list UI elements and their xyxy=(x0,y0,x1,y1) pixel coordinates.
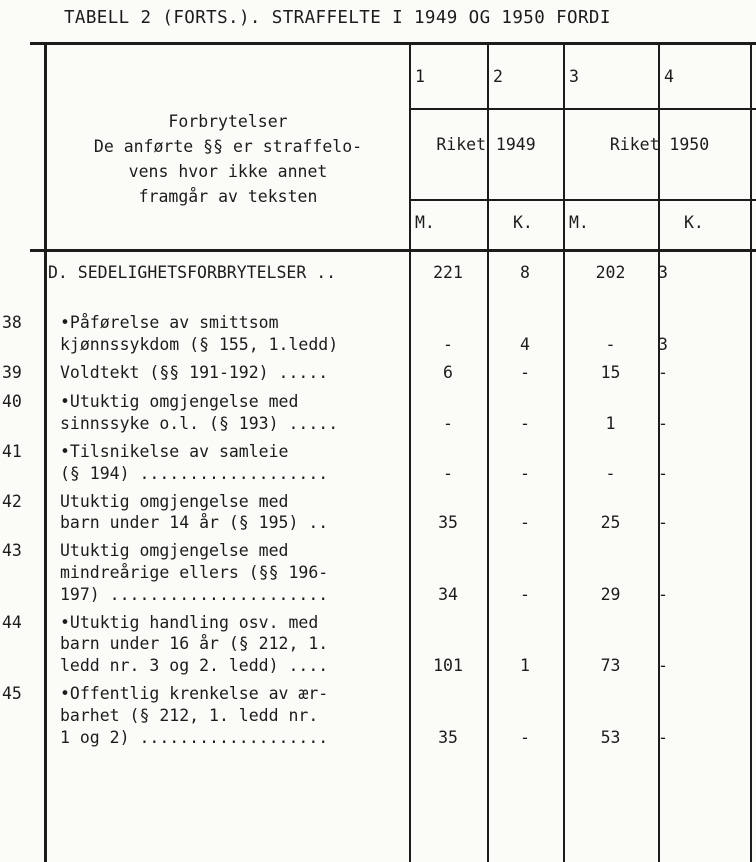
row-value: - xyxy=(658,584,668,604)
row-number: 40 xyxy=(2,392,22,412)
right-edge-rule xyxy=(750,42,752,862)
row-label-line: barn under 16 år (§ 212, 1. xyxy=(60,634,329,654)
row-label-line: barn under 14 år (§ 195) .. xyxy=(60,513,329,533)
row-value: 34 xyxy=(438,584,458,604)
row-number: 41 xyxy=(2,442,22,461)
row-value: 1 xyxy=(520,656,530,676)
row-number: 43 xyxy=(2,541,22,561)
row-label-line: •Utuktig handling osv. med xyxy=(60,612,319,632)
row-label-line: Utuktig omgjengelse med xyxy=(60,541,289,561)
row-value: 15 xyxy=(600,362,621,382)
row-value: 73 xyxy=(600,656,621,676)
group-label-1950: Riket 1950 xyxy=(609,135,710,154)
row-value: 29 xyxy=(600,584,621,604)
row-value: 25 xyxy=(600,513,621,533)
row-value: 1 xyxy=(605,414,616,434)
crime-header-line: De anførte §§ er straffelo- xyxy=(93,137,363,156)
col-number-rule xyxy=(409,108,756,110)
row-value: - xyxy=(658,513,668,533)
section-value: 8 xyxy=(520,263,530,282)
row-label-line: •Offentlig krenkelse av ær- xyxy=(60,684,329,703)
row-value: 35 xyxy=(438,727,458,747)
row-value: - xyxy=(443,463,453,483)
sex-row-rule xyxy=(409,199,756,201)
top-rule xyxy=(30,42,756,45)
row-label-line: ledd nr. 3 og 2. ledd) .... xyxy=(60,656,329,676)
row-label-line: mindreårige ellers (§§ 196- xyxy=(60,563,329,582)
row-value: 6 xyxy=(443,362,453,382)
row-label-line: sinnssyke o.l. (§ 193) ..... xyxy=(60,414,339,434)
row-number: 42 xyxy=(2,491,22,511)
table-title: TABELL 2 (FORTS.). STRAFFELTE I 1949 OG 1950 FORDI xyxy=(64,8,611,28)
label-column-left-rule xyxy=(44,42,47,862)
row-value: 3 xyxy=(658,334,668,354)
column-number: 3 xyxy=(569,67,579,86)
row-label-line: Utuktig omgjengelse med xyxy=(60,491,289,511)
row-value: - xyxy=(605,463,616,483)
row-label-line: •Utuktig omgjengelse med xyxy=(60,392,299,412)
row-value: 35 xyxy=(438,513,458,533)
row-label-line: barhet (§ 212, 1. ledd nr. xyxy=(60,705,319,725)
row-value: - xyxy=(520,414,530,434)
column-number: 2 xyxy=(493,67,503,86)
row-label-line: 197) ...................... xyxy=(60,584,329,604)
row-value: - xyxy=(658,463,668,483)
crime-header-line: Forbrytelser xyxy=(168,112,288,131)
header-bottom-rule xyxy=(30,249,756,252)
column-number: 4 xyxy=(664,67,674,86)
sex-label: M. xyxy=(569,213,589,232)
row-value: - xyxy=(520,727,530,747)
row-number: 44 xyxy=(2,612,22,632)
row-number: 39 xyxy=(2,362,22,382)
row-value: 4 xyxy=(520,334,530,354)
row-value: - xyxy=(658,727,668,747)
row-value: - xyxy=(520,584,530,604)
section-value: 202 xyxy=(595,263,626,282)
sex-label: K. xyxy=(513,213,533,232)
row-value: - xyxy=(520,362,530,382)
row-label-line: kjønnssykdom (§ 155, 1.ledd) xyxy=(60,334,339,354)
row-value: - xyxy=(520,513,530,533)
row-label-line: Voldtekt (§§ 191-192) ..... xyxy=(60,362,329,382)
row-label-line: •Tilsnikelse av samleie xyxy=(60,442,289,461)
section-label: D. SEDELIGHETSFORBRYTELSER .. xyxy=(48,263,337,282)
group-label-1949: Riket 1949 xyxy=(436,135,536,154)
sex-label: K. xyxy=(684,213,704,232)
crime-header-line: framgår av teksten xyxy=(138,187,318,206)
row-value: - xyxy=(443,414,453,434)
row-value: - xyxy=(658,656,668,676)
section-value: 221 xyxy=(433,263,463,282)
row-label-line: 1 og 2) ................... xyxy=(60,727,329,747)
row-number: 45 xyxy=(2,684,22,703)
row-value: - xyxy=(520,463,530,483)
row-value: 101 xyxy=(433,656,463,676)
section-value: 3 xyxy=(658,263,668,282)
row-number: 38 xyxy=(2,313,22,332)
sex-label: M. xyxy=(415,213,435,232)
row-value: - xyxy=(443,334,453,354)
row-label-line: •Påførelse av smittsom xyxy=(60,313,279,332)
column-number: 1 xyxy=(415,67,425,86)
row-value: - xyxy=(658,414,668,434)
row-value: 53 xyxy=(600,727,621,747)
row-value: - xyxy=(605,334,616,354)
row-label-line: (§ 194) ................... xyxy=(60,463,329,483)
crime-header-line: vens hvor ikke annet xyxy=(128,162,328,181)
row-value: - xyxy=(658,362,668,382)
